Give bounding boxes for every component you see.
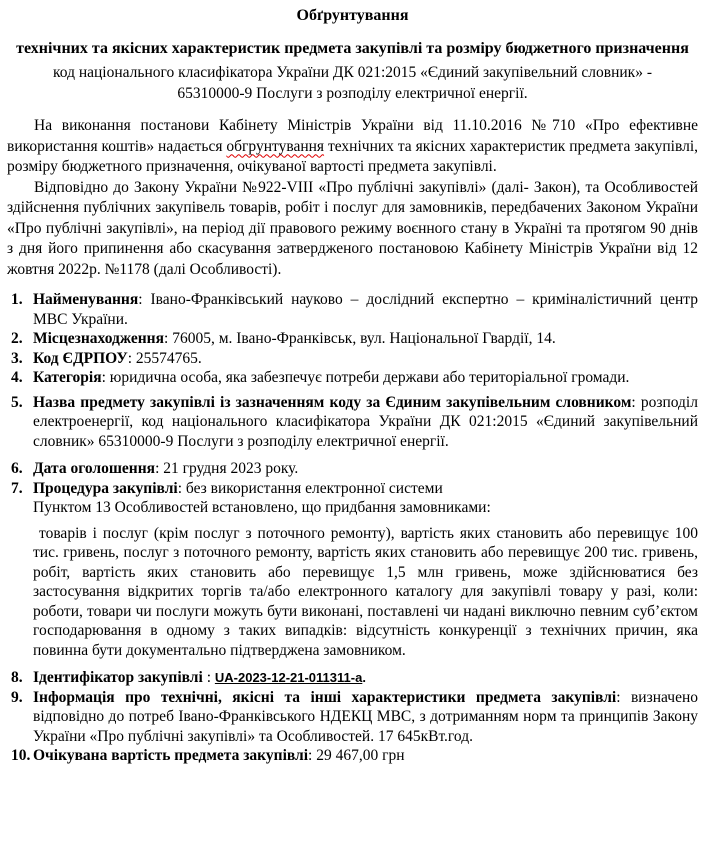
intro-paragraphs <box>7 116 698 280</box>
list-item-8-separator: : <box>202 669 215 686</box>
list-item-3-text: : 25574765. <box>127 349 202 367</box>
list-item-3-label: Код ЄДРПОУ <box>33 349 128 367</box>
list-item-7-body <box>33 479 698 669</box>
procurement-id-link[interactable]: UA-2023-12-21-011311-a <box>214 670 363 685</box>
list-item-8-label: Ідентифікатор закупівлі <box>33 669 203 686</box>
list-item-10-number: 10. <box>11 747 31 764</box>
list-item-5-number: 5. <box>11 393 23 411</box>
list-item-1-body <box>33 290 698 329</box>
list-item-2-text: : 76005, м. Івано-Франківськ, вул. Національної Гвардії, 14. <box>164 330 556 347</box>
list-item-4 <box>7 368 698 388</box>
paragraph-law: Відповідно до Закону України №922-VIII «Про публічні закупівлі» (далі- Закон), та Особливостей здійснення публічних закупівель товарів, робіт і послуг для замовників, передбачених Законом України «Про публічні закупівлі», на період дії правового режиму воєнного стану в Україні та протягом 90 днів з дня його припинення або скасування затвердженого постановою Кабінету Міністрів України від 12 жовтня 2022р. №1178 (далі Особливості). <box>7 178 698 278</box>
list-item-4-text: : юридична особа, яка забезпечує потреби держави або територіальної громади. <box>101 369 630 386</box>
document-subtitle: технічних та якісних характеристик предмета закупівлі та розміру бюджетного призначення <box>16 40 689 57</box>
list-item-10-text: : 29 467,00 грн <box>308 747 405 764</box>
paragraph-intro-before: На виконання постанови Кабінету Міністрів України від 11.10.2016 №710 «Про ефективне використання коштів» надається <box>7 117 698 155</box>
list-item-1-label: Найменування <box>33 291 139 308</box>
classifier-line <box>7 62 698 104</box>
list-item-7-number: 7. <box>11 479 23 497</box>
paragraph-intro <box>7 116 698 178</box>
list-item-2 <box>7 329 698 349</box>
numbered-list <box>7 290 698 766</box>
list-item-6-label: Дата оголошення <box>33 460 156 477</box>
list-item-1 <box>7 290 698 329</box>
list-item-10-label: Очікувана вартість предмета закупівлі <box>33 747 309 764</box>
list-item-6-number: 6. <box>11 460 23 477</box>
list-item-1-number: 1. <box>11 291 23 308</box>
list-item-2-number: 2. <box>11 330 23 347</box>
list-item-4-body <box>33 368 698 388</box>
list-item-10 <box>7 746 698 766</box>
list-item-7-text: : без використання електронної системи <box>177 479 443 497</box>
list-item-8-period: . <box>362 670 366 685</box>
list-item-9-label: Інформація про технічні, якісні та інші характеристики предмета закупівлі <box>33 688 617 706</box>
list-item-3-number: 3. <box>11 349 23 367</box>
list-item-7 <box>7 479 698 669</box>
list-item-2-body <box>33 329 698 349</box>
list-item-5 <box>7 393 698 452</box>
list-item-8 <box>7 668 698 688</box>
list-item-9-text: : визначено відповідно до потреб Івано-Франківського НДЕКЦ МВС, з дотриманням норм та принципів Закону України «Про публічні закупівлі» та Особливостей. 17 645кВт.год. <box>33 688 698 745</box>
misspelled-word: обгрунтування <box>226 137 325 155</box>
list-item-7-note: Пунктом 13 Особливостей встановлено, що придбання замовниками: <box>33 499 491 516</box>
list-item-3 <box>7 349 698 369</box>
list-item-10-body <box>33 746 698 766</box>
list-item-8-body <box>33 668 698 688</box>
classifier-line-1: код національного класифікатора України ДК 021:2015 «Єдиний закупівельний словник» - <box>53 64 652 81</box>
list-item-4-label: Категорія <box>33 369 102 386</box>
list-item-5-label: Назва предмету закупівлі із зазначенням коду за Єдиним закупівельним словником <box>33 393 632 411</box>
list-item-3-body <box>33 349 698 369</box>
list-item-7-label: Процедура закупівлі <box>33 479 178 497</box>
list-item-9 <box>7 688 698 747</box>
list-item-9-number: 9. <box>11 688 23 706</box>
list-item-1-text: : Івано-Франківський науково – дослідний експертно – криміналістичний центр МВС України. <box>33 291 698 328</box>
list-item-6-text: : 21 грудня 2023 року. <box>155 460 299 477</box>
list-item-8-number: 8. <box>11 669 23 686</box>
document-title: Обґрунтування <box>296 7 409 24</box>
list-item-5-body <box>33 393 698 452</box>
list-item-4-number: 4. <box>11 369 23 386</box>
list-item-2-label: Місцезнаходження <box>33 330 165 347</box>
classifier-line-2: 65310000-9 Послуги з розподілу електричної енергії. <box>177 85 528 102</box>
list-item-7-subparagraph: товарів і послуг (крім послуг з поточного ремонту), вартість яких становить або перевищує 100 тис. гривень, послуг з поточного ремонту, вартість яких становить або перевищує 200 тис. гривень, робіт, вартість яких становить або перевищує 1,5 млн гривень, може здійснюватися без застосування відкритих торгів та/або електронного каталогу для закупівлі товару у разі, коли: роботи, товари чи послуги можуть бути виконані, поставлені чи надані виключно певним суб’єктом господарювання в одному з таких випадків: відсутність конкуренції з технічних причин, яка повинна бути документально підтверджена замовником. <box>33 524 698 659</box>
list-item-5-text: : розподіл електроенергії, код національного класифікатора України ДК 021:2015 «Єдиний закупівельний словник» 65310000-9 Послуги з розподілу електричної енергії. <box>33 393 698 450</box>
list-item-9-body <box>33 688 698 747</box>
list-item-6-body <box>33 459 698 479</box>
list-item-6 <box>7 459 698 479</box>
paragraph-intro-after: технічних та якісних характеристик предмета закупівлі, розміру бюджетного призначення, очікуваної вартості предмета закупівлі. <box>7 137 698 175</box>
